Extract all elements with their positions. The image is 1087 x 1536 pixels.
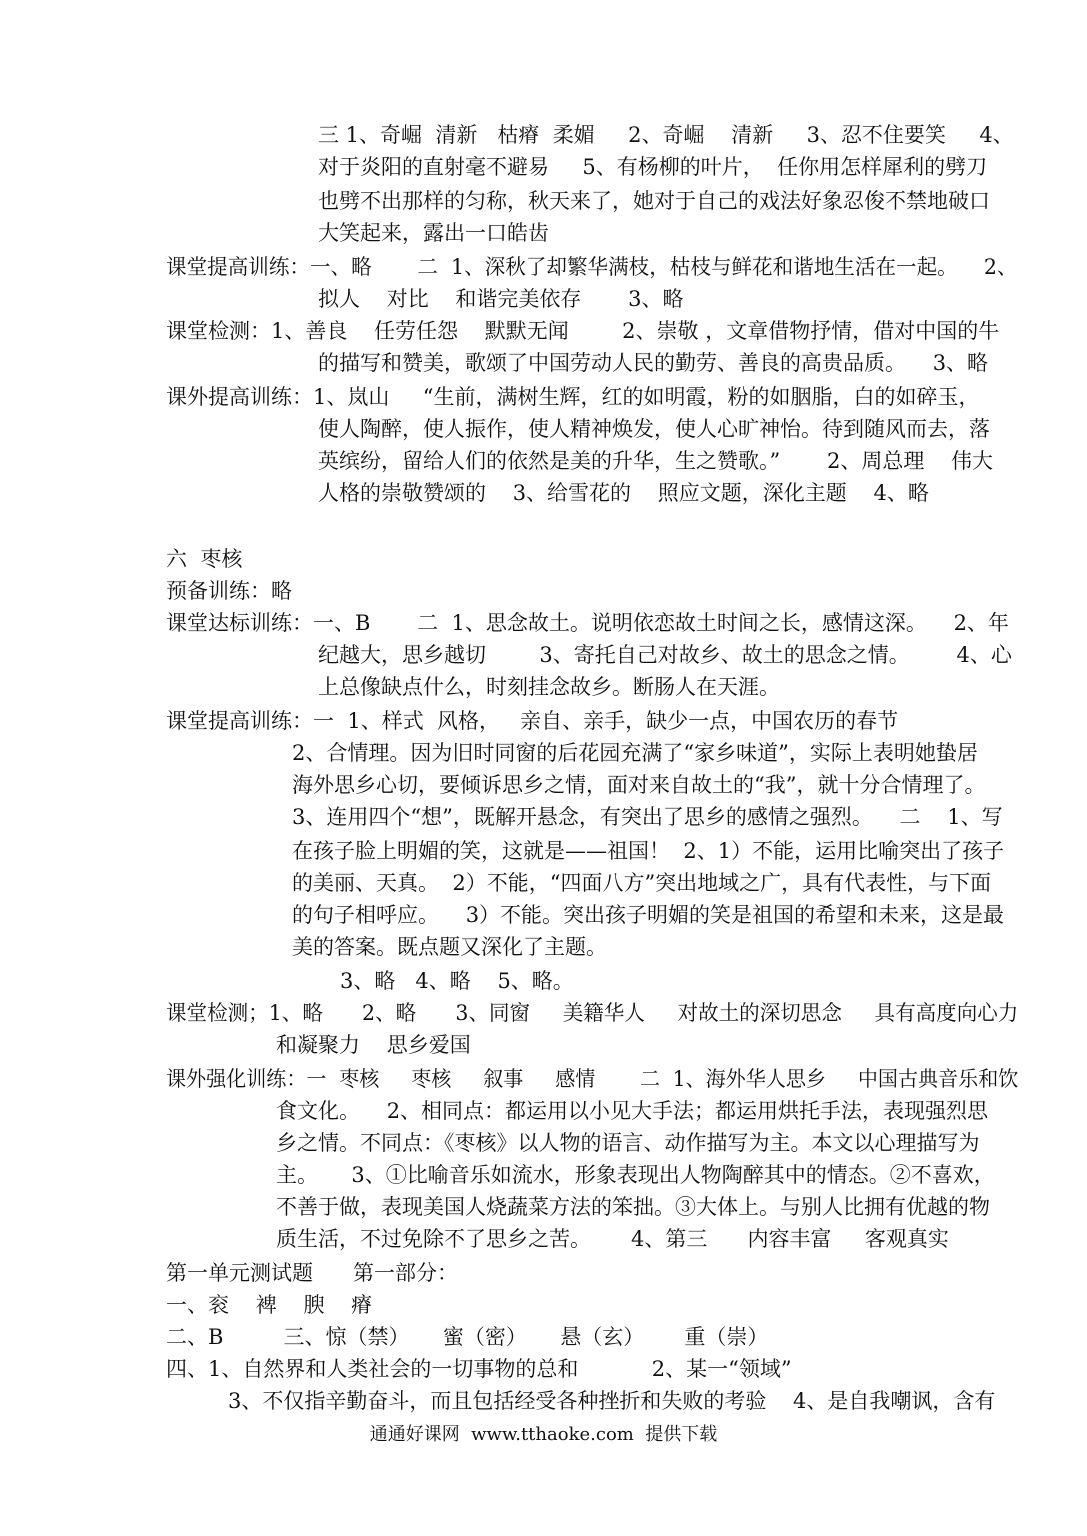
extracurricular-line-4: 人格的崇敬赞颂的 3、给雪花的 照应文题，深化主题 4、略 [318,481,929,505]
unit-test-q4-line-1: 四、1、自然界和人类社会的一切事物的总和 2、某一“领域” [166,1357,792,1381]
improve-line-2: 2、合情理。因为旧时同窗的后花园充满了“家乡味道”，实际上表明她蛰居 [292,741,978,765]
improve-line-8: 美的答案。既点题又深化了主题。 [292,935,607,959]
extra-line-4: 主。 3、①比喻音乐如流水，形象表现出人物陶醉其中的情态。②不喜欢， [276,1163,995,1187]
unit-test-q1: 一、衮 裨 腴 瘠 [166,1293,373,1317]
improve-line-7: 的句子相呼应。 3）不能。突出孩子明媚的笑是祖国的希望和未来，这是最 [292,903,1005,927]
standard-line-3: 上总像缺点什么，时刻挂念故乡。断肠人在天涯。 [318,675,780,699]
page-footer: 通通好课网 www.tthaoke.com 提供下载 [369,1424,718,1445]
standard-line-1: 课堂达标训练：一、B 二 1、思念故土。说明依恋故土时间之长，感情这深。 2、年 [166,611,1009,635]
unit-test-q4-line-2: 3、不仅指辛勤奋斗，而且包括经受各种挫折和失败的考验 4、是自我嘲讽，含有 [228,1389,996,1413]
extracurricular-line-2: 使人陶醉，使人振作，使人精神焕发，使人心旷神怡。待到随风而去，落 [318,417,990,441]
extra-line-2: 食文化。 2、相同点：都运用以小见大手法；都运用烘托手法，表现强烈思 [276,1099,989,1123]
answer-three-line-4: 大笑起来，露出一口皓齿 [318,221,549,245]
answer-three-line-3: 也劈不出那样的匀称，秋天来了，她对于自己的戏法好象忍俊不禁地破口 [318,189,990,213]
improve-line-3: 海外思乡心切，要倾诉思乡之情，面对来自故土的“我”，就十分合情理了。 [292,773,986,797]
extracurricular-line-3: 英缤纷，留给人们的依然是美的升华，生之赞歌。” 2、周总理 伟大 [318,449,994,473]
classroom-improve-line-1: 课堂提高训练：一、略 二 1、深秋了却繁华满枝，枯枝与鲜花和谐地生活在一起。 2、 [166,255,1018,279]
unit-test-q2: 二、B 三、惊（禁） 蜜（密） 悬（玄） 重（崇） [166,1325,769,1349]
test-line-2: 和凝聚力 思乡爱国 [276,1033,471,1057]
answer-three-line-1: 三 1、奇崛 清新 枯瘠 柔媚 2、奇崛 清新 3、忍不住要笑 4、 [318,123,1014,147]
improve-line-5: 在孩子脸上明媚的笑，这就是——祖国！ 2、1）不能，运用比喻突出了孩子 [292,839,1005,863]
test-line-1: 课堂检测；1、略 2、略 3、同窗 美籍华人 对故土的深切思念 具有高度向心力 [166,1001,1019,1025]
answer-three-line-2: 对于炎阳的直射毫不避易 5、有杨柳的叶片， 任你用怎样犀利的劈刀 [318,155,988,179]
extracurricular-line-1: 课外提高训练：1、岚山 “生前，满树生辉，红的如明霞，粉的如胭脂，白的如碎玉， [166,385,980,409]
extra-line-1: 课外强化训练：一 枣核 枣核 叙事 感情 二 1、海外华人思乡 中国古典音乐和饮 [166,1067,1019,1091]
extra-line-3: 乡之情。不同点：《枣核》以人物的语言、动作描写为主。本文以心理描写为 [276,1131,980,1155]
classroom-test-line-1: 课堂检测：1、善良 任劳任怨 默默无闻 2、崇敬 ，文章借物抒情，借对中国的牛 [166,319,1000,343]
improve-line-6: 的美丽、天真。 2）不能，“四面八方”突出地域之广，具有代表性，与下面 [292,871,992,895]
prep-training: 预备训练：略 [166,579,292,603]
classroom-test-line-2: 的描写和赞美，歌颂了中国劳动人民的勤劳、善良的高贵品质。 3、略 [318,351,989,375]
unit-test-header: 第一单元测试题 第一部分： [166,1261,459,1285]
improve-line-4: 3、连用四个“想”，既解开悬念，有突出了思乡的感情之强烈。 二 1、写 [292,805,1003,829]
classroom-improve-line-2: 拟人 对比 和谐完美依存 3、略 [318,287,684,311]
section-title: 六 枣核 [166,547,243,571]
improve-line-9: 3、略 4、略 5、略。 [340,969,574,993]
extra-line-5: 不善于做，表现美国人烧蔬菜方法的笨拙。③大体上。与别人比拥有优越的物 [276,1195,990,1219]
standard-line-2: 纪越大，思乡越切 3、寄托自己对故乡、故土的思念之情。 4、心 [318,643,1012,667]
improve-line-1: 课堂提高训练：一 1、样式 风格， 亲自、亲手，缺少一点，中国农历的春节 [166,709,899,733]
extra-line-6: 质生活，不过免除不了思乡之苦。 4、第三 内容丰富 客观真实 [276,1227,949,1251]
